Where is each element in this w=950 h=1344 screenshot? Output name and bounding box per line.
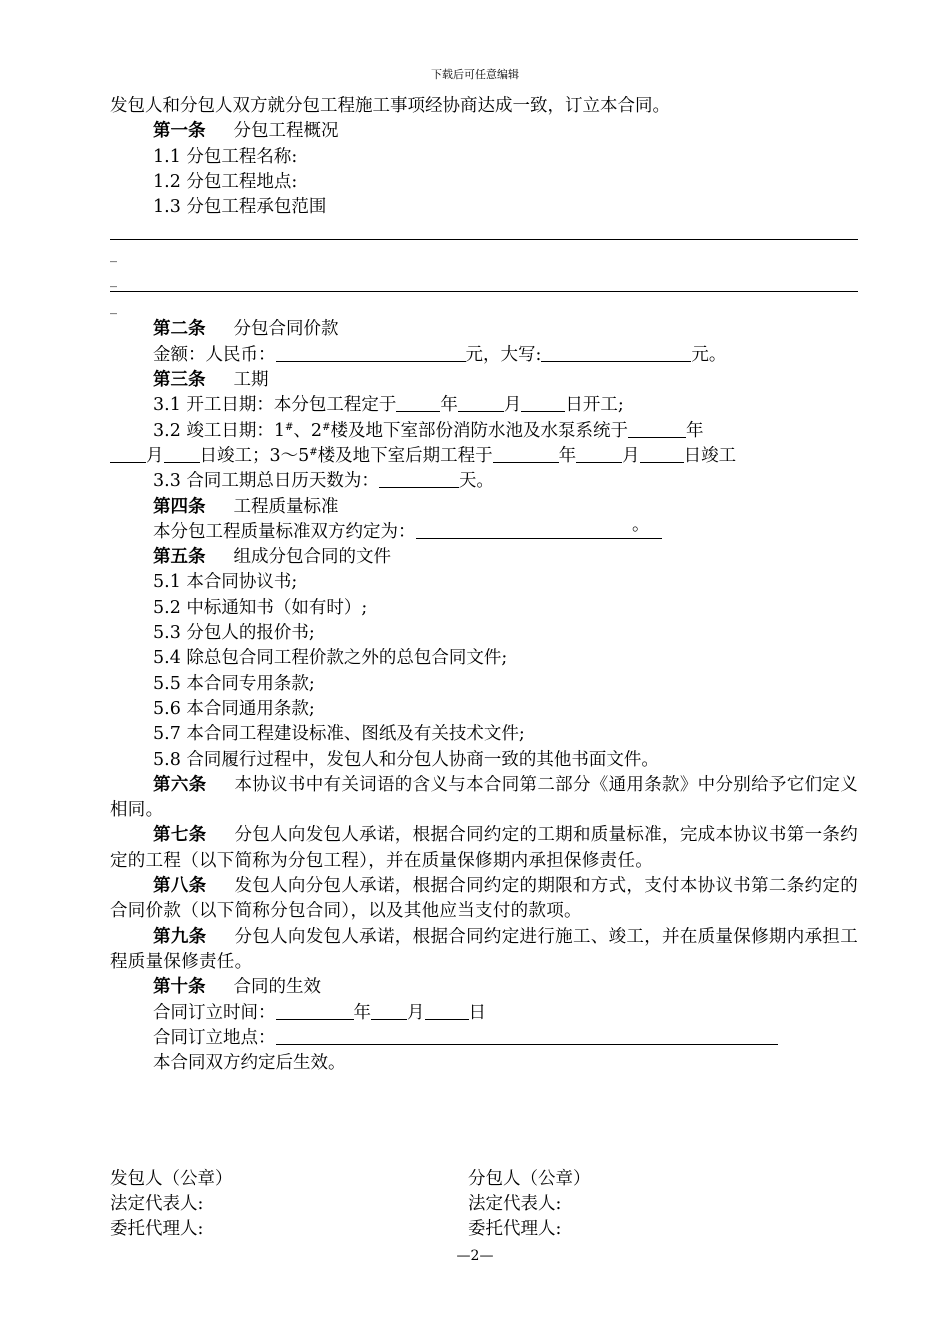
amount-label: 金额：人民币： <box>153 344 276 365</box>
article-4-subject: 工程质量标准 <box>233 496 339 517</box>
total-days-unit: 天。 <box>458 471 494 492</box>
building-mark: # <box>322 421 331 433</box>
start-day-blank[interactable] <box>521 393 565 412</box>
article-4-heading <box>110 495 858 520</box>
start-month-blank[interactable] <box>458 393 504 412</box>
article-3-title: 第三条 <box>153 370 206 391</box>
signing-place-line <box>110 1026 858 1051</box>
finish-text-2a: 日竣工；3～5 <box>199 445 310 466</box>
signing-year-blank[interactable] <box>276 1001 354 1020</box>
year-label: 年 <box>353 1002 371 1023</box>
scope-blank-dash-1: _ <box>110 247 117 264</box>
article-2-title: 第二条 <box>153 319 206 340</box>
amount-daxie-label: 元，大写: <box>465 344 542 365</box>
signature-block <box>110 1167 858 1242</box>
article-1-item-2: 1.2 分包工程地点: <box>153 171 298 192</box>
finish-date-line-1 <box>110 419 858 444</box>
document-list-item: 5.2 中标通知书（如有时）; <box>153 597 368 618</box>
article-6-text: 本协议书中有关词语的含义与本合同第二部分《通用条款》中分别给予它们定义相同。 <box>110 774 858 821</box>
amount-end: 元。 <box>691 344 727 365</box>
subcontractor-agent-label: 委托代理人: <box>468 1219 562 1239</box>
article-5-title: 第五条 <box>153 547 206 568</box>
total-days-line <box>110 469 858 494</box>
article-3-subject: 工期 <box>233 370 269 391</box>
article-8-title: 第八条 <box>153 876 207 897</box>
article-7-text: 分包人向发包人承诺，根据合同约定的工期和质量标准，完成本协议书第一条约定的工程（以下简称为分包工程），并在质量保修期内承担保修责任。 <box>110 825 858 871</box>
article-10-heading <box>110 975 858 1000</box>
finish-date-line-2 <box>110 444 858 469</box>
article-8-text: 发包人向分包人承诺，根据合同约定的期限和方式，支付本协议书第二条约定的合同价款（以下简称分包合同），以及其他应当支付的款项。 <box>110 876 858 922</box>
article-2-heading <box>110 317 858 342</box>
finish-day-blank-1[interactable] <box>164 444 200 463</box>
finish-text-2b: 楼及地下室后期工程于 <box>317 445 493 466</box>
year-label: 年 <box>558 445 577 466</box>
finish-month-blank-1[interactable] <box>110 444 146 463</box>
finish-year-blank-2[interactable] <box>493 444 559 463</box>
document-list-item: 5.4 除总包合同工程价款之外的总包合同文件; <box>153 648 508 669</box>
quality-standard-end: 。 <box>632 514 650 535</box>
year-label: 年 <box>440 395 458 416</box>
article-7-title: 第七条 <box>153 825 207 846</box>
page-number: —2— <box>456 1248 494 1264</box>
month-label: 月 <box>407 1002 425 1023</box>
document-list-item: 5.1 本合同协议书; <box>153 572 298 593</box>
effective-clause: 本合同双方约定后生效。 <box>153 1053 346 1074</box>
total-days-blank[interactable] <box>379 469 459 488</box>
signing-month-blank[interactable] <box>371 1001 407 1020</box>
total-days-label: 3.3 合同工期总日历天数为： <box>153 471 379 492</box>
article-1-heading <box>110 119 858 144</box>
signature-row <box>110 1167 858 1192</box>
month-label: 月 <box>146 445 164 466</box>
start-day-label: 日开工; <box>565 395 624 416</box>
quality-standard-blank[interactable] <box>416 514 662 539</box>
quality-standard-line <box>110 514 858 545</box>
contractor-agent-label: 委托代理人: <box>110 1219 204 1239</box>
scope-blank-dash-2: _ <box>110 272 117 289</box>
start-year-blank[interactable] <box>396 393 440 412</box>
subcontractor-legal-rep-label: 法定代表人: <box>468 1194 562 1214</box>
article-1-subject: 分包工程概况 <box>233 121 339 142</box>
signature-row <box>110 1192 858 1217</box>
document-list-item: 5.3 分包人的报价书; <box>153 623 315 644</box>
month-label: 月 <box>622 445 640 466</box>
amount-words-blank[interactable] <box>541 343 691 362</box>
finish-day-label: 日竣工 <box>683 445 737 466</box>
article-10-title: 第十条 <box>153 977 206 998</box>
article-8-paragraph <box>110 874 858 925</box>
article-6-title: 第六条 <box>153 774 207 795</box>
day-label: 日 <box>468 1002 486 1023</box>
document-list-item: 5.8 合同履行过程中，发包人和分包人协商一致的其他书面文件。 <box>153 749 659 770</box>
finish-building-sep: 、2 <box>293 420 323 441</box>
article-1-item-3: 1.3 分包工程承包范围 <box>153 197 327 218</box>
signing-time-line <box>110 1001 858 1026</box>
article-2-subject: 分包合同价款 <box>233 319 339 340</box>
finish-day-blank-2[interactable] <box>640 444 684 463</box>
finish-date-label: 3.2 竣工日期：1 <box>153 420 286 441</box>
contractor-legal-rep-label: 法定代表人: <box>110 1194 204 1214</box>
building-mark: # <box>309 446 318 458</box>
contractor-seal-label: 发包人（公章） <box>110 1169 233 1189</box>
article-5-heading <box>110 545 858 570</box>
document-list-item: 5.6 本合同通用条款; <box>153 698 315 719</box>
finish-scope-text: 楼及地下室部份消防水池及水泵系统于 <box>330 420 628 441</box>
signature-row <box>110 1217 858 1242</box>
article-7-paragraph <box>110 823 858 874</box>
article-1-item-1: 1.1 分包工程名称: <box>153 146 298 167</box>
article-9-text: 分包人向发包人承诺，根据合同约定进行施工、竣工，并在质量保修期内承担工程质量保修责任。 <box>110 926 858 972</box>
article-1-title: 第一条 <box>153 121 206 142</box>
article-9-title: 第九条 <box>153 926 207 947</box>
signing-day-blank[interactable] <box>425 1001 469 1020</box>
contract-amount-line <box>110 343 858 368</box>
start-date-line <box>110 393 858 418</box>
building-mark: # <box>285 421 294 433</box>
signing-place-label: 合同订立地点： <box>153 1027 276 1048</box>
article-6-paragraph <box>110 773 858 824</box>
month-label: 月 <box>503 395 522 416</box>
intro-paragraph: 发包人和分包人双方就分包工程施工事项经协商达成一致，订立本合同。 <box>110 96 670 116</box>
article-3-heading <box>110 368 858 393</box>
document-list-item: 5.7 本合同工程建设标准、图纸及有关技术文件; <box>153 724 525 745</box>
quality-standard-label: 本分包工程质量标准双方约定为： <box>153 521 416 542</box>
article-10-subject: 合同的生效 <box>233 977 321 998</box>
contract-body <box>110 94 858 1076</box>
article-9-paragraph <box>110 925 858 976</box>
amount-figures-blank[interactable] <box>276 343 466 362</box>
document-list-item: 5.5 本合同专用条款; <box>153 673 315 694</box>
start-date-label: 3.1 开工日期：本分包工程定于 <box>153 395 397 416</box>
subcontractor-seal-label: 分包人（公章） <box>468 1169 591 1189</box>
signing-time-label: 合同订立时间： <box>153 1002 276 1023</box>
article-5-subject: 组成分包合同的文件 <box>233 547 391 568</box>
finish-month-blank-2[interactable] <box>576 444 622 463</box>
year-label: 年 <box>685 420 704 441</box>
finish-year-blank-1[interactable] <box>628 419 686 438</box>
signing-place-blank[interactable] <box>276 1026 778 1045</box>
article-4-title: 第四条 <box>153 496 206 517</box>
scope-blank-dash-3: _ <box>110 299 117 316</box>
header-note: 下载后可任意编辑 <box>431 68 519 81</box>
